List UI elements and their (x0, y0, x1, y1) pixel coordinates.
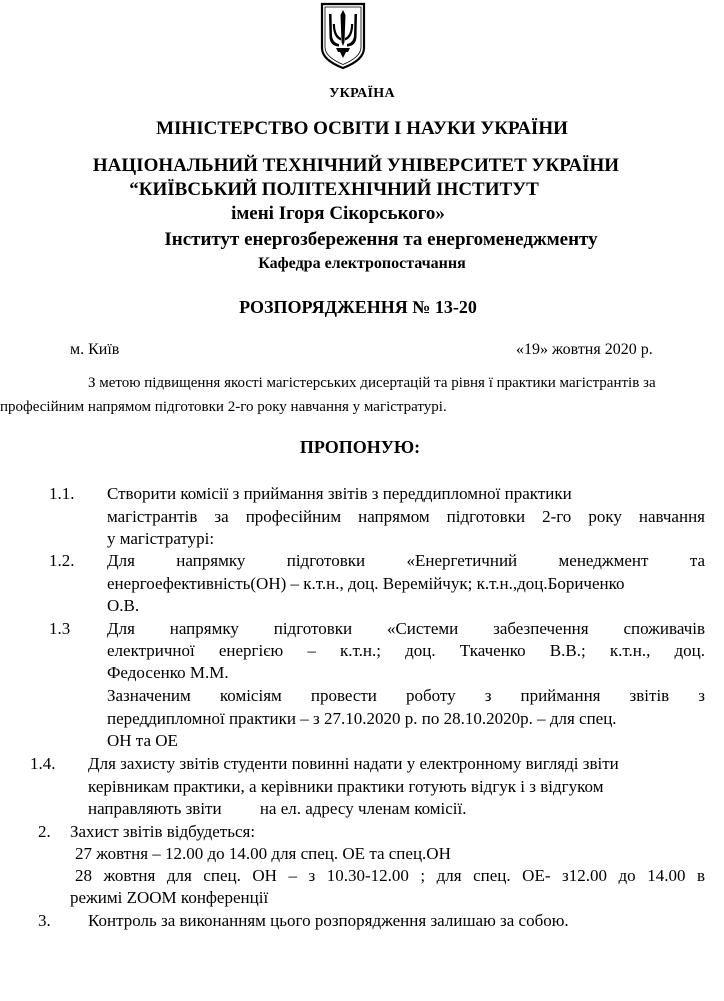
order-title: РОЗПОРЯДЖЕННЯ № 13-20 (239, 297, 477, 317)
item-number: 3. (38, 911, 51, 930)
university-heading-line3: імені Ігоря Сікорського» (231, 203, 445, 224)
preamble-line1: З метою підвищення якості магістерських дисертацій та рівня ї практики магістрантів за (88, 375, 656, 391)
item-text-line: електричної енергією – к.т.н.; доц. Ткаченко В.В.; к.т.н., доц. (107, 641, 705, 660)
place: м. Київ (70, 341, 120, 358)
item-text-line: Зазначеним комісіям провести роботу з приймання звітів з (107, 686, 705, 705)
item-text-line: у магістратурі: (107, 529, 215, 548)
item-text-line: Захист звітів відбудеться: (70, 822, 256, 841)
institute-heading: Інститут енергозбереження та енергоменеджменту (164, 229, 598, 250)
ministry-heading: МІНІСТЕРСТВО ОСВІТИ І НАУКИ УКРАЇНИ (156, 118, 568, 139)
item-text-line: Для захисту звітів студенти повинні надати у електронному вигляді звіти (88, 754, 619, 773)
university-heading-line2: “КИЇВСЬКИЙ ПОЛІТЕХНІЧНИЙ ІНСТИТУТ (129, 179, 539, 200)
item-text-line: керівникам практики, а керівники практики готують відгук і з відгуком (88, 777, 604, 796)
item-number: 1.3 (49, 619, 71, 638)
item-text-line: 27 жовтня – 12.00 до 14.00 для спец. ОЕ та спец.ОН (75, 844, 451, 863)
item-text-line: направляють звіти на ел. адресу членам комісії. (88, 799, 467, 818)
country-heading: УКРАЇНА (329, 86, 395, 101)
item-number: 1.1. (49, 484, 75, 503)
item-text-line: магістрантів за професійним напрямом підготовки 2-го року навчання (107, 507, 705, 526)
propose-heading: ПРОПОНУЮ: (299, 437, 421, 457)
item-number: 2. (38, 822, 51, 841)
item-text-line: переддипломної практики – з 27.10.2020 р. по 28.10.2020р. – для спец. (107, 709, 617, 728)
trident-emblem-icon (319, 2, 367, 70)
item-text-line: 28 жовтня для спец. ОН – з 10.30-12.00 ; для спец. ОЕ- з12.00 до 14.00 в (75, 866, 705, 885)
item-text-line: режимі ZOOM конференції (70, 888, 269, 907)
item-text-line: О.В. (107, 596, 140, 615)
item-text-line: енергоефективність(ОН) – к.т.н., доц. Веремійчук; к.т.н.,доц.Бориченко (107, 574, 625, 593)
item-text-line: ОН та ОЕ (107, 731, 178, 750)
item-text-line: Створити комісії з приймання звітів з переддипломної практики (107, 484, 572, 503)
item-number: 1.2. (49, 551, 75, 570)
item-text-line: Для напрямку підготовки «Системи забезпечення споживачів (107, 619, 705, 638)
preamble-line2: професійним напрямом підготовки 2-го року навчання у магістратурі. (0, 399, 447, 415)
item-text-line: Федосенко М.М. (107, 663, 229, 682)
order-date: «19» жовтня 2020 р. (516, 341, 653, 358)
item-text-line: Для напрямку підготовки «Енергетичний менеджмент та (107, 551, 705, 570)
item-number: 1.4. (30, 754, 56, 773)
department-heading: Кафедра електропостачання (258, 255, 466, 272)
item-text-line: Контроль за виконанням цього розпорядження залишаю за собою. (88, 911, 569, 930)
university-heading-line1: НАЦІОНАЛЬНИЙ ТЕХНІЧНИЙ УНІВЕРСИТЕТ УКРАЇНИ (92, 155, 620, 176)
